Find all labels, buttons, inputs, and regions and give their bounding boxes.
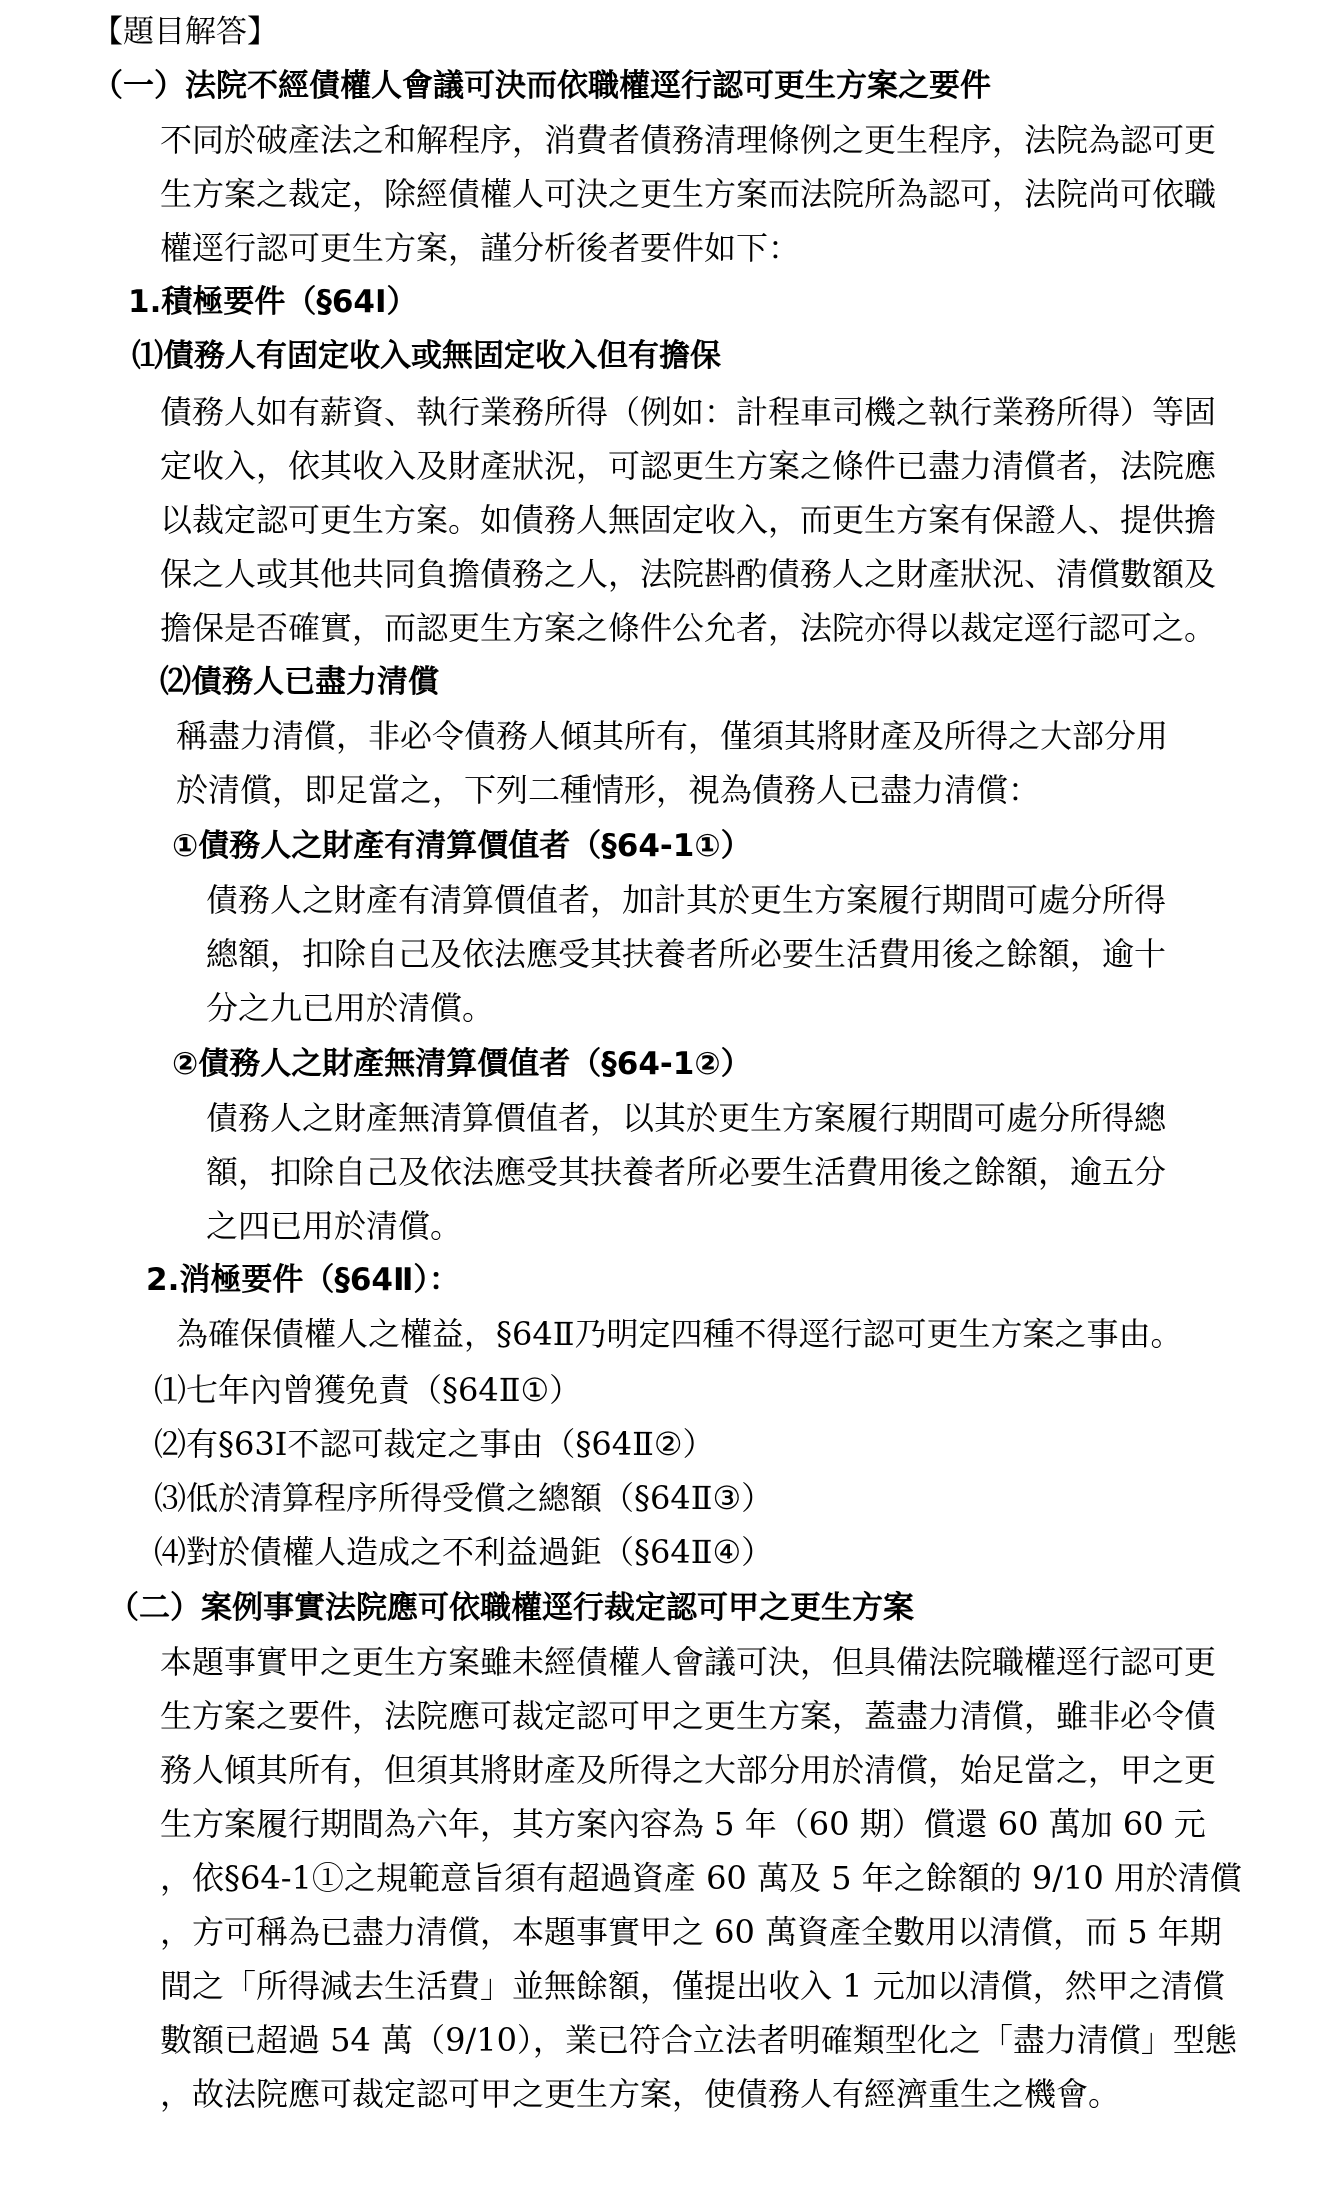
case2-line: 之四已用於清償。 [206, 1207, 463, 1245]
section2-line: ，故法院應可裁定認可甲之更生方案，使債務人有經濟重生之機會。 [160, 2075, 1121, 2113]
case2-line: 債務人之財產無清算價值者，以其於更生方案履行期間可處分所得總 [206, 1099, 1167, 1137]
case1-heading: ①債務人之財產有清算價值者（§64-1①） [172, 828, 752, 864]
section2-line: 數額已超過 54 萬（9/10），業已符合立法者明確類型化之「盡力清償」型態 [160, 2021, 1237, 2059]
case1-line: 分之九已用於清償。 [206, 989, 495, 1027]
section1-intro-line: 不同於破產法之和解程序，消費者債務清理條例之更生程序，法院為認可更 [160, 121, 1217, 159]
negative-item: ⑴七年內曾獲免責（§64Ⅱ①） [154, 1371, 582, 1409]
section2-line: 生方案履行期間為六年，其方案內容為 5 年（60 期）償還 60 萬加 60 元 [160, 1805, 1206, 1843]
section2-line: 本題事實甲之更生方案雖未經債權人會議可決，但具備法院職權逕行認可更 [160, 1643, 1217, 1681]
subsection1-line: 債務人如有薪資、執行業務所得（例如：計程車司機之執行業務所得）等固 [160, 393, 1217, 431]
section1-heading: （一）法院不經債權人會議可決而依職權逕行認可更生方案之要件 [92, 68, 991, 104]
section2-heading: （二）案例事實法院應可依職權逕行裁定認可甲之更生方案 [108, 1590, 914, 1626]
subsection1-line: 以裁定認可更生方案。如債務人無固定收入，而更生方案有保證人、提供擔 [160, 501, 1217, 539]
case1-line: 總額，扣除自己及依法應受其扶養者所必要生活費用後之餘額，逾十 [206, 935, 1167, 973]
negative-requirements-heading: 2.消極要件（§64Ⅱ）： [146, 1262, 460, 1298]
case1-line: 債務人之財產有清算價值者，加計其於更生方案履行期間可處分所得 [206, 881, 1167, 919]
positive-requirements-heading: 1.積極要件（§64Ⅰ） [128, 284, 418, 320]
section1-intro-line: 生方案之裁定，除經債權人可決之更生方案而法院所為認可，法院尚可依職 [160, 175, 1217, 213]
negative-item: ⑷對於債權人造成之不利益過鉅（§64Ⅱ④） [154, 1533, 774, 1571]
section1-intro-line: 權逕行認可更生方案，謹分析後者要件如下： [160, 229, 801, 267]
negative-intro: 為確保債權人之權益，§64Ⅱ乃明定四種不得逕行認可更生方案之事由。 [176, 1315, 1183, 1353]
subsection2-heading: ⑵債務人已盡力清償 [160, 664, 439, 700]
subsection2-line: 於清償，即足當之，下列二種情形，視為債務人已盡力清償： [176, 771, 1041, 809]
case2-line: 額，扣除自己及依法應受其扶養者所必要生活費用後之餘額，逾五分 [206, 1153, 1167, 1191]
section2-line: ，方可稱為已盡力清償，本題事實甲之 60 萬資產全數用以清償，而 5 年期 [160, 1913, 1222, 1951]
subsection2-line: 稱盡力清償，非必令債務人傾其所有，僅須其將財產及所得之大部分用 [176, 717, 1169, 755]
page-title: 【題目解答】 [92, 14, 278, 50]
negative-item: ⑶低於清算程序所得受償之總額（§64Ⅱ③） [154, 1479, 774, 1517]
subsection1-line: 定收入，依其收入及財產狀況，可認更生方案之條件已盡力清償者，法院應 [160, 447, 1217, 485]
subsection1-line: 保之人或其他共同負擔債務之人，法院斟酌債務人之財產狀況、清償數額及 [160, 555, 1217, 593]
subsection1-line: 擔保是否確實，而認更生方案之條件公允者，法院亦得以裁定逕行認可之。 [160, 609, 1217, 647]
section2-line: 生方案之要件，法院應可裁定認可甲之更生方案，蓋盡力清償，雖非必令債 [160, 1697, 1217, 1735]
case2-heading: ②債務人之財產無清算價值者（§64-1②） [172, 1046, 752, 1082]
section2-line: 間之「所得減去生活費」並無餘額，僅提出收入 1 元加以清償，然甲之清償 [160, 1967, 1225, 2005]
section2-line: 務人傾其所有，但須其將財產及所得之大部分用於清償，始足當之，甲之更 [160, 1751, 1217, 1789]
negative-item: ⑵有§63Ⅰ不認可裁定之事由（§64Ⅱ②） [154, 1425, 715, 1463]
subsection1-heading: ⑴債務人有固定收入或無固定收入但有擔保 [132, 338, 721, 374]
section2-line: ，依§64-1①之規範意旨須有超過資產 60 萬及 5 年之餘額的 9/10 用於清償 [160, 1859, 1242, 1897]
